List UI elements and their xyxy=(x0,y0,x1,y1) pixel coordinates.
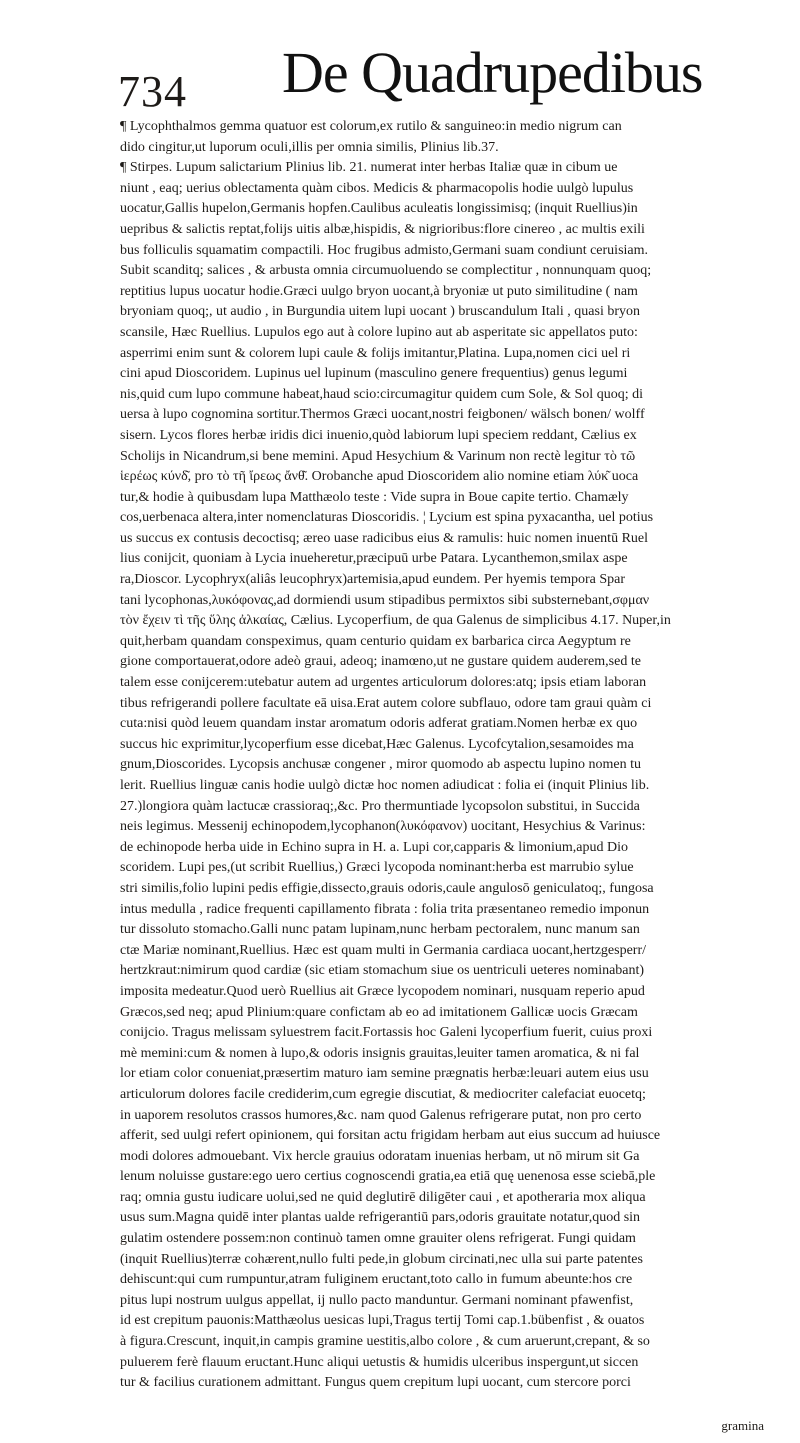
text-line: id est crepitum pauonis:Matthæolus uesicas lupi,Tragus tertij Tomi cap.1.bübenfist , & ouatos xyxy=(120,1313,645,1329)
text-line: raq; omnia gustu iudicare uolui,sed ne quid deglutirē diligēter caui , et apotheraria mox aliqua xyxy=(120,1189,646,1205)
text-line: cini apud Dioscoridem. Lupinus uel lupinum (masculino genere frequentius) genus legumi xyxy=(120,366,628,382)
text-line: in uaporem resolutos crassos humores,&c. nam quod Galenus refrigerare putat, non pro certo xyxy=(120,1107,642,1123)
text-line: quit,herbam quandam conspeximus, quam centurio quidam ex barbarica circa Aegyptum re xyxy=(120,633,631,649)
text-line: nis,quid cum lupo commune habeat,haud scio:circumagitur quidem cum Sole, & Sol quoq; di xyxy=(120,386,643,402)
text-line: bryoniam quoq;, ut audio , in Burgundia uitem lupi uocant ) bruscandulum Itali , quasi bryon xyxy=(120,304,640,320)
text-line: ¶ Stirpes. Lupum salictarium Plinius lib. 21. numerat inter herbas Italiæ quæ in cibum ue xyxy=(120,160,618,176)
text-line: gione comportauerat,odore adeò graui, adeoq; inamœno,ut ne gustare quidem auderem,sed te xyxy=(120,654,641,670)
text-line: lenum noluisse gustare:ego uero certius cognoscendi gratia,ea etiā quę uenenosa esse sciebā,ple xyxy=(120,1169,656,1185)
text-line: cos,uerbenaca altera,inter nomenclaturas Dioscoridis. ¦ Lycium est spina pyxacantha, uel potius xyxy=(120,510,654,526)
text-line: tur,& hodie à quibusdam lupa Matthæolo teste : Vide supra in Boue capite tertio. Chamæly xyxy=(120,489,629,505)
text-line: asperrimi enim sunt & colorem lupi caule & folijs imitantur,Platina. Lupa,nomen cici uel ri xyxy=(120,345,631,361)
text-line: Subit scanditq; salices , & arbusta omnia circumuoluendo se complectitur , nonnunquam quoq; xyxy=(120,263,652,279)
body-text xyxy=(120,117,790,1394)
text-line: tibus refrigerandi pollere facultate eā uisa.Erat autem colore subflauo, odore tam graui quàm ci xyxy=(120,695,652,711)
text-line: neis legimus. Messenij echinopodem,lycophanon(λυκόφανον) uocitant, Hesychius & Varinus: xyxy=(120,819,646,835)
text-line: dehiscunt:qui cum rumpuntur,atram fuliginem eructant,toto callo in fumum abeunte:hos cre xyxy=(120,1272,633,1288)
text-line: scoridem. Lupi pes,(ut scribit Ruellius,) Græci lycopoda nominant:herba est marrubio sylue xyxy=(120,860,634,876)
text-line: hertzkraut:nimirum quod cardiæ (sic etiam stomachum siue os uentriculi ueteres nominabant) xyxy=(120,963,645,979)
text-line: uersa à lupo cognomina sortitur.Thermos Græci uocant,nostri feigbonen/ wälsch bonen/ wolff xyxy=(120,407,645,423)
text-line: 27.)longiora quàm lactucæ crassioraq;,&c. Pro thermuntiade lycopsolon substitui, in Succida xyxy=(120,798,640,814)
text-line: Græcos,sed neq; apud Plinium:quare confictam ab eo ad imitationem Gallicæ uocis Græcam xyxy=(120,1004,638,1020)
text-line: τὸν ἔχειν τὶ τῆς ὕλης ἀλκαίας, Cælius. Lycoperfium, de qua Galenus de simplicibus 4.17. Nuper,in xyxy=(120,613,671,629)
text-line: Scholijs in Nicandrum,si bene memini. Apud Hesychium & Varinum non rectè legitur τὸ τῶ xyxy=(120,448,636,464)
text-line: gulatim ostendere possem:non continuò tamen omne grauiter olens refrigerat. Fungi quidam xyxy=(120,1231,636,1247)
text-line: pitus lupi nostrum uulgus appellat, ij nullo pacto manduntur. Germani nominant pfawenfist, xyxy=(120,1292,634,1308)
text-line: bus folliculis squamatim compactili. Hoc frugibus admisto,Germani suam condiunt ceruisiam. xyxy=(120,242,649,258)
text-line: lerit. Ruellius linguæ canis hodie uulgò dictæ hoc nomen adiudicat : folia ei (inquit Plinius lib. xyxy=(120,778,650,793)
text-line: lius conijcit, quoniam à Lycia inueheretur,præcipuū urbe Patara. Lycanthemon,smilax aspe xyxy=(120,551,628,567)
text-line: succus hic exprimitur,lycoperfium esse dicebat,Hæc Galenus. Lycofcytalion,sesamoides ma xyxy=(120,736,634,752)
text-line: intus medulla , radice frequenti capillamento fibrata : folia trita præsentaneo remedio imponun xyxy=(120,901,650,917)
text-line: reptitius lupus uocatur hodie.Græci uulgo bryon uocant,à bryoniæ ut puto similitudine ( nam xyxy=(120,283,638,299)
text-line: afferit, sed uulgi refert opinionem, qui forsitan actu frigidam herbam aut eius succum ad huiusce xyxy=(120,1128,661,1144)
catchword: gramina xyxy=(721,1418,764,1433)
text-line: tani lycophonas,λυκόφονας,ad dormiendi usum stipadibus permixtos sibi substernebant,σφμαν xyxy=(120,592,650,608)
text-line: usus sum.Magna quidē inter plantas ualde refrigerantiū pars,odoris grauitate notatur,quod sin xyxy=(120,1210,641,1226)
text-line: à figura.Crescunt, inquit,in campis gramine uestitis,albo colore , & cum aruerunt,crepant, & so xyxy=(120,1334,650,1350)
text-line: talem esse conijcerem:utebatur autem ad urgentes articulorum dolores:atq; ipsis etiam laboran xyxy=(120,675,647,691)
running-head: De Quadrupedibus xyxy=(282,40,703,105)
text-line: de echinopode herba uide in Echino supra in H. a. Lupi cor,capparis & limonium,apud Dio xyxy=(120,839,628,855)
text-line: lor etiam color conueniat,præsertim maturo iam semine prægnatis herbæ:leuari autem eius usu xyxy=(120,1066,649,1082)
text-line: mè memini:cum & nomen à lupo,& odoris insignis grauitas,leuiter tamen aromatica, & ni fal xyxy=(120,1045,640,1061)
text-line: scansile, Hæc Ruellius. Lupulos ego aut à colore lupino aut ab asperitate sic appellatos puto: xyxy=(120,324,638,340)
text-line: gnum,Dioscorides. Lycopsis anchusæ congener , miror quomodo ab aspectu lupino nomen tu xyxy=(120,757,642,773)
text-line: articulorum dolores facile crediderim,cum egregie discutiat, & mediocriter calefaciat euocetq; xyxy=(120,1086,646,1102)
text-line: dido cingitur,ut luporum oculi,illis per omnia similis, Plinius lib.37. xyxy=(120,139,499,155)
text-line: (inquit Ruellius)terræ cohærent,nullo fulti pede,in globum circinati,nec ulla sui parte patentes xyxy=(120,1251,643,1267)
text-line: imposita medeatur.Quod uerò Ruellius ait Græce lycopodem nominari, nusquam reperio apud xyxy=(120,983,645,999)
text-line: tur dissoluto stomacho.Galli nunc patam lupinam,nunc herbam pectoralem, nunc manum san xyxy=(120,922,640,938)
text-line: modi dolores admouebant. Vix hercle grauius odoratam inuenias herbam, ut nō mirum sit Ga xyxy=(120,1148,640,1164)
text-line: ¶ Lycophthalmos gemma quatuor est colorum,ex rutilo & sanguineo:in medio nigrum can xyxy=(120,119,622,134)
text-line: niunt , eaq; uerius oblectamenta quàm cibos. Medicis & pharmacopolis hodie uulgò lupulus xyxy=(120,180,634,196)
text-line: tur & facilius curationem admittant. Fungus quem crepitum lupi uocant, cum stercore porci xyxy=(120,1375,631,1391)
text-line: us succus ex contusis decoctisq; æreo uase radicibus eius & ramulis: huic nomen inuentū Ruel xyxy=(120,530,649,546)
text-line: ra,Dioscor. Lycophryx(aliâs leucophryx)artemisia,apud eundem. Per hyemis tempora Spar xyxy=(120,572,626,588)
text-line: cuta:nisi quòd leuem quandam instar aromatum odoris adferat gratiam.Nomen herbæ ex quo xyxy=(120,716,638,732)
text-line: uocatur,Gallis hupelon,Germanis hopfen.Caulibus aculeatis longissimisq; (inquit Ruellius)in xyxy=(120,201,638,217)
text-line: puluerem ferè flauum eructant.Hunc aliqui uetustis & humidis ulceribus inspergunt,ut siccen xyxy=(120,1354,639,1370)
text-line: sisern. Lycos flores herbæ iridis dici inuenio,quòd labiorum lupi speciem reddant, Cælius ex xyxy=(120,427,637,443)
page-header xyxy=(118,40,760,116)
text-line: ἱερέως κύνδ͂, pro τὸ τῆ ἴρεως ἄνθ͂. Orobanche apud Dioscoridem alio nomine etiam λύκ͂ uoca xyxy=(120,469,639,485)
text-line: uepribus & salictis reptat,folijs uitis albæ,hispidis, & nigrioribus:flore cinereo , ac multis exili xyxy=(120,221,645,237)
text-line: conijcio. Tragus melissam syluestrem facit.Fortassis hoc Galeni lycoperfium fuerit, cuius proxi xyxy=(120,1025,653,1041)
text-line: stri similis,folio lupini pedis effigie,dissecto,grauis odoris,caule angulosō geniculatoq;, fungosa xyxy=(120,880,654,896)
page-number: 734 xyxy=(118,67,187,116)
text-line: ctæ Mariæ nominant,Ruellius. Hæc est quam multi in Germania cardiaca uocant,hertzgesperr/ xyxy=(120,942,647,958)
